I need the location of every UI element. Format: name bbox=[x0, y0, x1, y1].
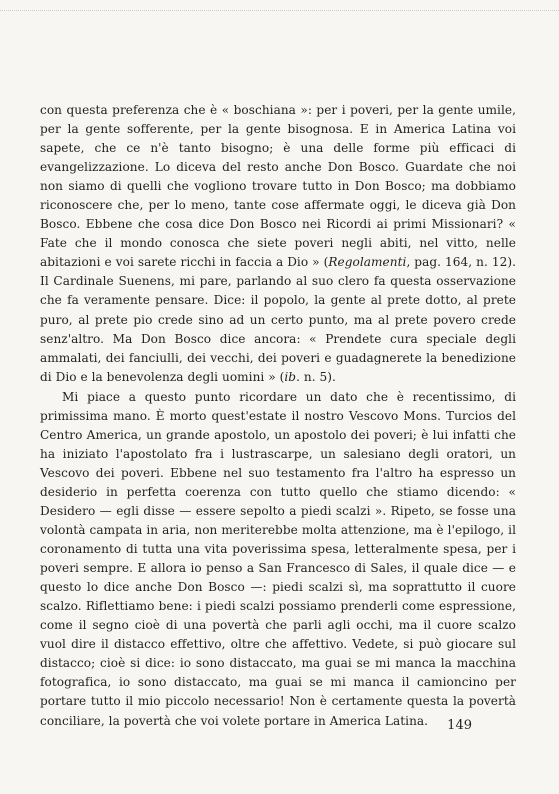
citation-regolamenti: Regolamenti bbox=[328, 255, 407, 270]
paragraph-1-text-c: n. 5). bbox=[299, 369, 336, 384]
page-edge-rule bbox=[0, 10, 559, 12]
paragraph-1 bbox=[40, 101, 516, 387]
paragraph-1-text-a: con questa preferenza che è « boschiana »: per i poveri, per la gente umile, per la gente sofferente, per la gente bisognosa. E in America Latina voi sapete, che ce n'è tanto bisogno; è una delle forme più efficaci di evangelizzazione. Lo diceva del resto anche Don Bosco. Guardate che noi non siamo di quelli che vogliono trovare tutto in Don Bosco; ma dobbiamo riconoscere che, per lo meno, tante cose affermate oggi, le diceva già Don Bosco. Ebbene che cosa dice Don Bosco nei Ricordi ai primi Missionari? « Fate che il mondo conosca che siete poveri negli abiti, nel vitto, nelle abitazioni e voi sarete ricchi in faccia a Dio » ( bbox=[40, 103, 516, 270]
paragraph-1-text-b: , pag. 164, n. 12). Il Cardinale Suenens, mi pare, parlando al suo clero fa questa osservazione che fa veramente pensare. Dice: il popolo, la gente al prete dotto, al prete puro, al prete pio crede sino ad un certo punto, ma al prete povero crede senz'altro. Ma Don Bosco dice ancora: « Prendete cura speciale degli ammalati, dei fanciulli, dei vecchi, dei poveri e guadagnerete la benedizione di Dio e la benevolenza degli uomini » ( bbox=[40, 255, 516, 384]
body-text bbox=[40, 101, 516, 731]
page-number: 149 bbox=[447, 718, 472, 733]
paragraph-2: Mi piace a questo punto ricordare un dato che è recentissimo, di primissima mano. È morto quest'estate il nostro Vescovo Mons. Turcios del Centro America, un grande apostolo, un apostolo dei poveri; è lui infatti che ha iniziato l'apostolato fra i lustrascarpe, un salesiano degli oratori, un Vescovo dei poveri. Ebbene nel suo testamento fra l'altro ha espresso un desiderio in perfetta coerenza con tutto quello che stiamo dicendo: « Desidero — egli disse — essere sepolto a piedi scalzi ». Ripeto, se fosse una volontà campata in aria, non meriterebbe molta attenzione, ma è l'epilogo, il coronamento di tutta una vita poverissima spesa, letteralmente spesa, per i poveri sempre. E allora io penso a San Francesco di Sales, il quale dice — e questo lo dice anche Don Bosco —: piedi scalzi sì, ma soprattutto il cuore scalzo. Riflettiamo bene: i piedi scalzi possiamo prenderli come espressione, come il segno cioè di una povertà che parli agli occhi, ma il cuore scalzo vuol dire il distacco effettivo, oltre che affettivo. Vedete, si può giocare sul distacco; cioè si dice: io sono distaccato, ma guai se mi manca la macchina fotografica, io sono distaccato, ma guai se mi manca il camioncino per portare tutto il mio piccolo necessario! Non è certamente questa la povertà conciliare, la povertà che voi volete portare in America Latina. bbox=[40, 389, 516, 728]
citation-ibidem: ib. bbox=[284, 369, 300, 384]
